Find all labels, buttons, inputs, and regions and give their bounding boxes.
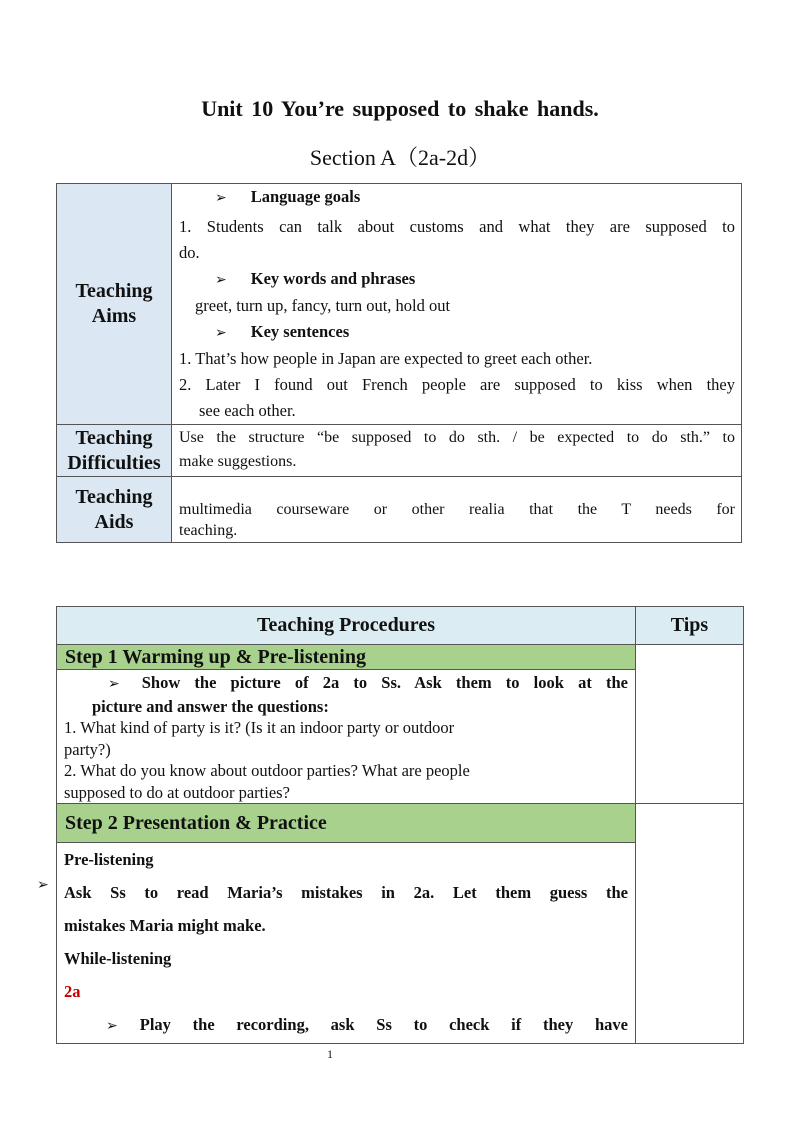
pre-listening-instruction-cont: mistakes Maria might make. bbox=[64, 916, 266, 935]
aims-label-line2: Aims bbox=[91, 305, 137, 327]
document-title: Unit 10 You’re supposed to shake hands. bbox=[201, 96, 599, 121]
teaching-aims-label bbox=[57, 184, 172, 425]
teaching-difficulties-label bbox=[57, 425, 172, 477]
bullet-arrow-icon: ➢ bbox=[37, 877, 49, 893]
key-sentence-1: 1. That’s how people in Japan are expected to greet each other. bbox=[179, 349, 593, 368]
page-number: 1 bbox=[327, 1047, 333, 1061]
step-1-question-1: 1. What kind of party is it? (Is it an indoor party or outdoor bbox=[64, 718, 455, 737]
language-goal-1: 1. Students can talk about customs and what they are supposed to bbox=[179, 217, 735, 236]
bullet-arrow-icon: ➢ bbox=[215, 272, 227, 288]
procedures-header: Teaching Procedures bbox=[57, 607, 636, 645]
play-recording-instruction: ➢ Play the recording, ask Ss to check if they have bbox=[106, 1015, 628, 1034]
aids-line1: multimedia courseware or other realia that the T needs for bbox=[179, 501, 735, 518]
teaching-aims-table bbox=[56, 183, 742, 543]
document-subtitle: Section A（2a-2d） bbox=[309, 145, 491, 170]
step-1-tips-cell bbox=[636, 645, 744, 804]
step-1-instruction: ➢ Show the picture of 2a to Ss. Ask them to look at the bbox=[108, 673, 628, 692]
teaching-aims-content bbox=[172, 184, 742, 425]
tips-header: Tips bbox=[636, 607, 744, 645]
difficulties-label-line2: Difficulties bbox=[67, 451, 161, 474]
step-1-instruction-cont: picture and answer the questions: bbox=[92, 696, 329, 716]
step-1-question-2-cont: supposed to do at outdoor parties? bbox=[64, 782, 290, 802]
key-words: greet, turn up, fancy, turn out, hold out bbox=[195, 296, 451, 315]
section-2a-label: 2a bbox=[64, 982, 81, 1001]
key-sentences-heading: ➢ Key sentences bbox=[215, 322, 350, 341]
step-2-tips-cell bbox=[636, 804, 744, 1044]
step-1-title: Step 1 Warming up & Pre-listening bbox=[57, 645, 636, 670]
teaching-procedures-table bbox=[56, 606, 744, 1044]
aids-label-line1: Teaching bbox=[75, 485, 153, 508]
step-1-content bbox=[57, 670, 636, 804]
difficulties-label-line1: Teaching bbox=[75, 426, 153, 449]
key-sentence-2: 2. Later I found out French people are supposed to kiss when they bbox=[179, 375, 735, 394]
step-2-content bbox=[57, 843, 636, 1044]
difficulties-line1: Use the structure “be supposed to do sth. / be expected to do sth.” to bbox=[179, 429, 735, 446]
teaching-aids-content bbox=[172, 477, 742, 543]
bullet-arrow-icon: ➢ bbox=[215, 325, 227, 341]
difficulties-line2: make suggestions. bbox=[179, 453, 297, 470]
bullet-arrow-icon: ➢ bbox=[108, 676, 120, 692]
pre-listening-heading: Pre-listening bbox=[64, 850, 154, 869]
step-2-title: Step 2 Presentation & Practice bbox=[57, 804, 636, 843]
pre-listening-instruction: Ask Ss to read Maria’s mistakes in 2a. Let them guess the bbox=[64, 883, 628, 902]
teaching-aids-label bbox=[57, 477, 172, 543]
while-listening-heading: While-listening bbox=[64, 949, 172, 968]
step-1-question-2: 2. What do you know about outdoor parties? What are people bbox=[64, 761, 470, 780]
bullet-arrow-icon: ➢ bbox=[106, 1018, 118, 1034]
key-sentence-2-cont: see each other. bbox=[199, 401, 296, 420]
bullet-arrow-icon: ➢ bbox=[215, 190, 227, 206]
aims-label-line1: Teaching bbox=[75, 280, 153, 302]
step-1-question-1-cont: party?) bbox=[64, 739, 111, 759]
aids-line2: teaching. bbox=[179, 522, 238, 539]
teaching-difficulties-content bbox=[172, 425, 742, 477]
aids-label-line2: Aids bbox=[94, 510, 134, 533]
key-words-heading: ➢ Key words and phrases bbox=[215, 269, 416, 288]
language-goal-1-cont: do. bbox=[179, 243, 200, 262]
language-goals-heading: ➢ Language goals bbox=[215, 187, 361, 206]
